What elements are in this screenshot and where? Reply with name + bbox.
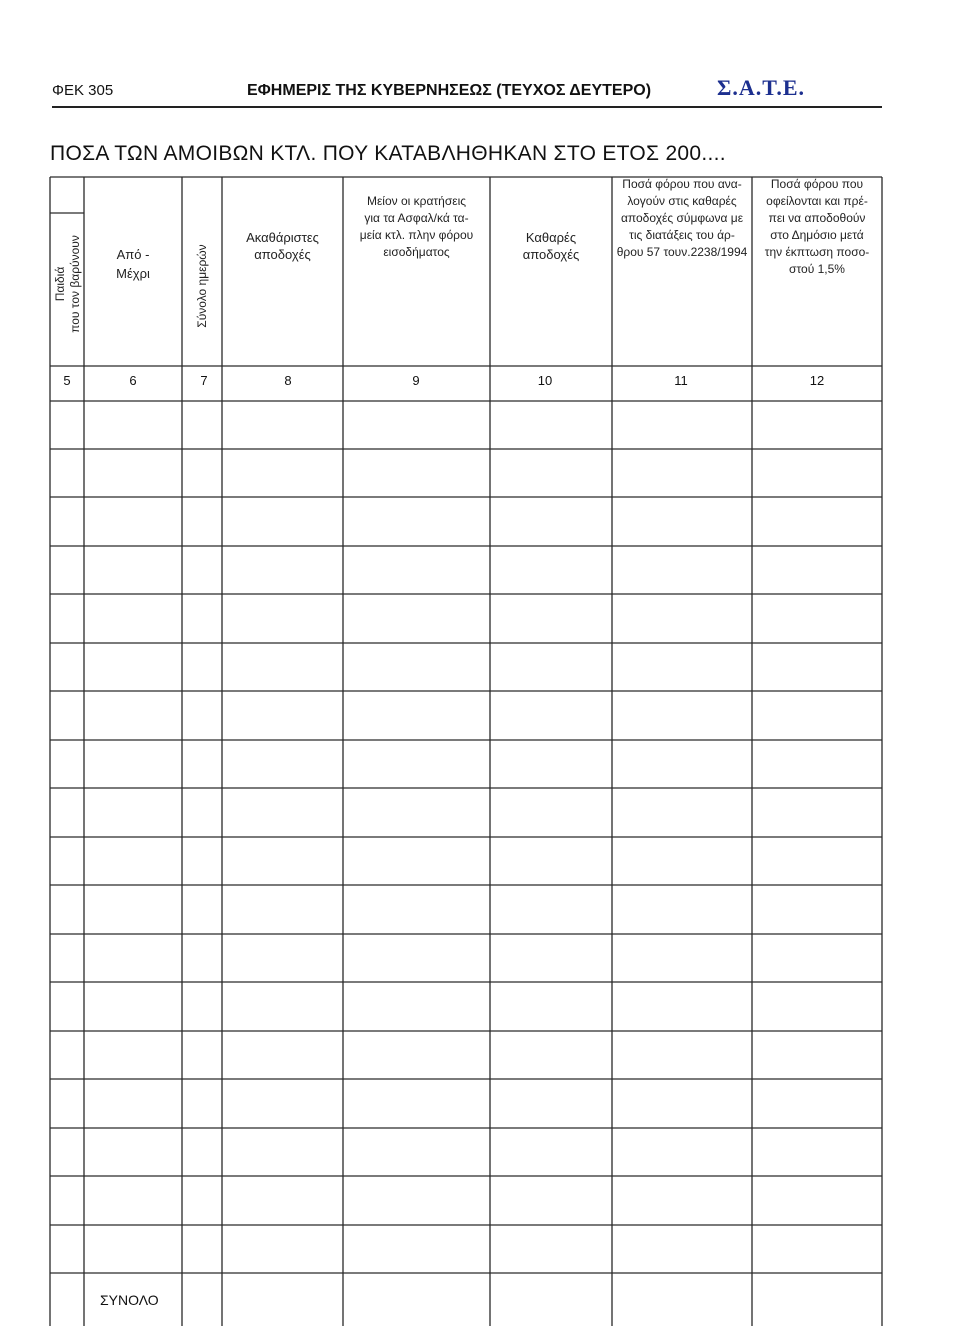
- column-number-11: 11: [674, 373, 688, 388]
- col12-header-line3: πει να αποδοθούν: [768, 211, 866, 225]
- total-row-label: ΣΥΝΟΛΟ: [100, 1292, 159, 1308]
- gazette-issue-number: ΦΕΚ 305: [52, 82, 114, 99]
- col11-header-tax-amount: [612, 176, 752, 261]
- col10-header-line2: αποδοχές: [522, 247, 580, 262]
- col11-header-line2: λογούν στις καθαρές: [627, 194, 737, 208]
- col7-header-total-days: [195, 236, 210, 336]
- col6-header-from-to: [90, 245, 176, 283]
- header-divider: [52, 106, 882, 108]
- col12-header-line4: στο Δημόσιο μετά: [770, 228, 864, 242]
- col5-header-children: [53, 226, 83, 342]
- col7-header-line1: Σύνολο ημερών: [195, 244, 209, 328]
- col5-header-line1: Παιδιά: [53, 266, 67, 302]
- col11-header-line5: θρου 57 τουν.2238/1994: [616, 245, 748, 259]
- col9-header-line2: για τα Ασφαλ/κά τα-: [364, 211, 469, 225]
- col5-header-line2: που τον βαρύνουν: [68, 235, 82, 333]
- col6-header-line1: Από -: [116, 247, 150, 262]
- col12-header-line1: Ποσά φόρου που: [770, 177, 864, 191]
- gazette-title: ΕΦΗΜΕΡΙΣ ΤΗΣ ΚΥΒΕΡΝΗΣΕΩΣ (ΤΕΥΧΟΣ ΔΕΥΤΕΡΟ): [247, 82, 652, 99]
- sate-logo-text: Σ.Α.Τ.Ε.: [717, 75, 805, 100]
- column-number-7: 7: [200, 373, 208, 388]
- col9-header-line4: εισοδήματος: [383, 245, 450, 259]
- column-number-9: 9: [412, 373, 420, 388]
- col8-header-line2: αποδοχές: [254, 247, 311, 262]
- column-number-12: 12: [809, 373, 825, 388]
- col12-header-line2: οφείλονται και πρέ-: [766, 194, 868, 208]
- col12-header-line6: στού 1,5%: [789, 262, 845, 276]
- col6-header-line2: Μέχρι: [116, 266, 150, 281]
- col11-header-line4: τις διατάξεις του άρ-: [629, 228, 735, 242]
- col12-header-line5: την έκπτωση ποσο-: [764, 245, 870, 259]
- col11-header-line3: αποδοχές σύμφωνα με: [620, 211, 744, 225]
- page-title: ΠΟΣΑ ΤΩΝ ΑΜΟΙΒΩΝ ΚΤΛ. ΠΟΥ ΚΑΤΑΒΛΗΘΗΚΑΝ ΣΤΟ ΕΤΟΣ 200....: [50, 142, 726, 165]
- column-number-8: 8: [284, 373, 292, 388]
- column-number-5: 5: [63, 373, 71, 388]
- col8-header-gross-earnings: [222, 229, 343, 263]
- col12-header-tax-owed: [752, 176, 882, 278]
- col9-header-line1: Μείον οι κρατήσεις: [366, 194, 467, 208]
- col11-header-line1: Ποσά φόρου που ανα-: [622, 177, 742, 191]
- col10-header-line1: Καθαρές: [525, 230, 577, 245]
- col8-header-line1: Ακαθάριστες: [246, 230, 319, 245]
- column-number-6: 6: [129, 373, 137, 388]
- col9-header-deductions: [343, 193, 490, 261]
- col10-header-net-earnings: [490, 229, 612, 263]
- col9-header-line3: μεία κτλ. πλην φόρου: [359, 228, 474, 242]
- column-number-10: 10: [537, 373, 553, 388]
